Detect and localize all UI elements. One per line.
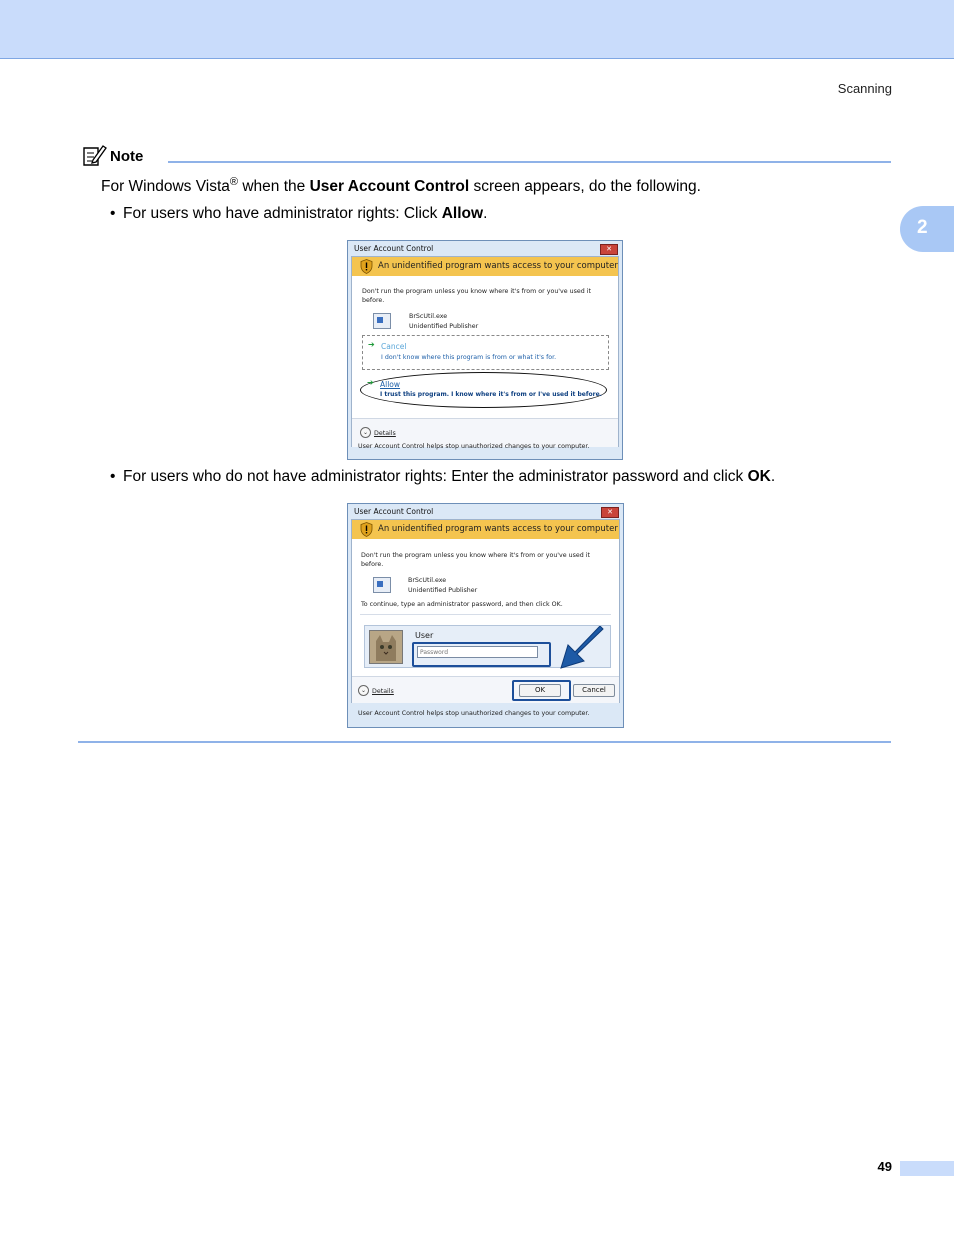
uac-dialog-admin — [347, 240, 623, 460]
banner-text: An unidentified program wants access to your computer — [378, 261, 618, 271]
warning-text-line1: Don't run the program unless you know where it's from or you've used it — [361, 552, 590, 559]
action-row — [352, 676, 619, 703]
cancel-button[interactable]: Cancel — [573, 684, 615, 697]
bullet-non-admin — [110, 468, 775, 486]
program-icon — [373, 577, 391, 593]
details-link[interactable]: Details — [372, 688, 394, 695]
close-button[interactable]: ✕ — [601, 507, 619, 518]
chapter-tab — [900, 206, 954, 252]
dialog-footer-text: User Account Control helps stop unauthorized changes to your computer. — [358, 710, 590, 717]
section-title: Scanning — [837, 81, 892, 96]
footer-tab — [900, 1161, 954, 1176]
note-pencil-icon — [81, 143, 107, 167]
dialog-body — [351, 519, 620, 703]
note-intro — [101, 176, 701, 196]
warning-banner — [352, 520, 619, 539]
warning-text-line1: Don't run the program unless you know where it's from or you've used it — [362, 288, 591, 295]
warning-text-line2: before. — [361, 561, 384, 568]
intro-text-2: when the — [238, 178, 310, 196]
page-number: 49 — [877, 1159, 892, 1174]
intro-bold: User Account Control — [309, 178, 470, 196]
bullet-text: For users who have administrator rights: Click — [123, 205, 442, 222]
cat-avatar — [369, 630, 403, 664]
ok-button[interactable]: OK — [519, 684, 561, 697]
cancel-option[interactable] — [362, 335, 609, 370]
cat-photo-icon — [370, 631, 402, 663]
instruction-text: To continue, type an administrator password, and then click OK. — [361, 601, 563, 608]
banner-text: An unidentified program wants access to your computer — [378, 524, 618, 534]
cancel-desc: I don't know where this program is from or what it's for. — [381, 354, 557, 361]
note-label: Note — [110, 148, 144, 165]
bullet-admin — [110, 205, 487, 223]
divider — [360, 614, 611, 615]
dialog-footer-text: User Account Control helps stop unauthorized changes to your computer. — [358, 443, 590, 450]
green-arrow-icon: ➔ — [368, 340, 375, 349]
program-icon — [373, 313, 391, 329]
warning-text-line2: before. — [362, 297, 385, 304]
bullet-text: For users who do not have administrator rights: Enter the administrator password and click — [123, 468, 748, 485]
user-label: User — [415, 631, 434, 640]
warning-shield-icon — [360, 259, 373, 274]
bullet-marker: • — [110, 205, 116, 222]
dialog-title: User Account Control — [354, 244, 434, 253]
note-end-divider — [78, 741, 891, 743]
allow-desc: I trust this program. I know where it's from or I've used it before. — [380, 391, 602, 398]
chapter-number: 2 — [917, 217, 928, 238]
close-button[interactable]: ✕ — [600, 244, 618, 255]
chevron-down-icon[interactable]: ⌄ — [358, 685, 369, 696]
uac-dialog-password — [347, 503, 624, 728]
bullet-bold: Allow — [441, 205, 484, 222]
blue-pointer-arrow-icon — [557, 626, 607, 672]
green-arrow-icon: ➔ — [367, 378, 374, 387]
password-field[interactable] — [417, 646, 538, 658]
dialog-title: User Account Control — [354, 507, 434, 516]
warning-banner — [352, 257, 618, 276]
allow-title: Allow — [380, 380, 401, 389]
details-link[interactable]: Details — [374, 430, 396, 437]
bullet-end: . — [770, 468, 776, 485]
publisher-name: Unidentified Publisher — [408, 587, 478, 594]
header-band — [0, 0, 954, 59]
program-name: BrScUtil.exe — [408, 577, 447, 584]
allow-option[interactable] — [362, 375, 602, 405]
dialog-body — [351, 256, 619, 447]
intro-text-1: For Windows Vista — [101, 178, 230, 196]
chevron-down-icon[interactable]: ⌄ — [360, 427, 371, 438]
program-name: BrScUtil.exe — [409, 313, 448, 320]
registered-mark: ® — [229, 176, 239, 188]
bullet-end: . — [483, 205, 488, 222]
bullet-bold: OK — [747, 468, 771, 485]
note-divider — [168, 161, 891, 163]
intro-text-3: screen appears, do the following. — [469, 178, 701, 196]
cancel-title: Cancel — [381, 342, 407, 351]
publisher-name: Unidentified Publisher — [409, 323, 479, 330]
warning-shield-icon — [360, 522, 373, 537]
bullet-marker: • — [110, 468, 116, 485]
